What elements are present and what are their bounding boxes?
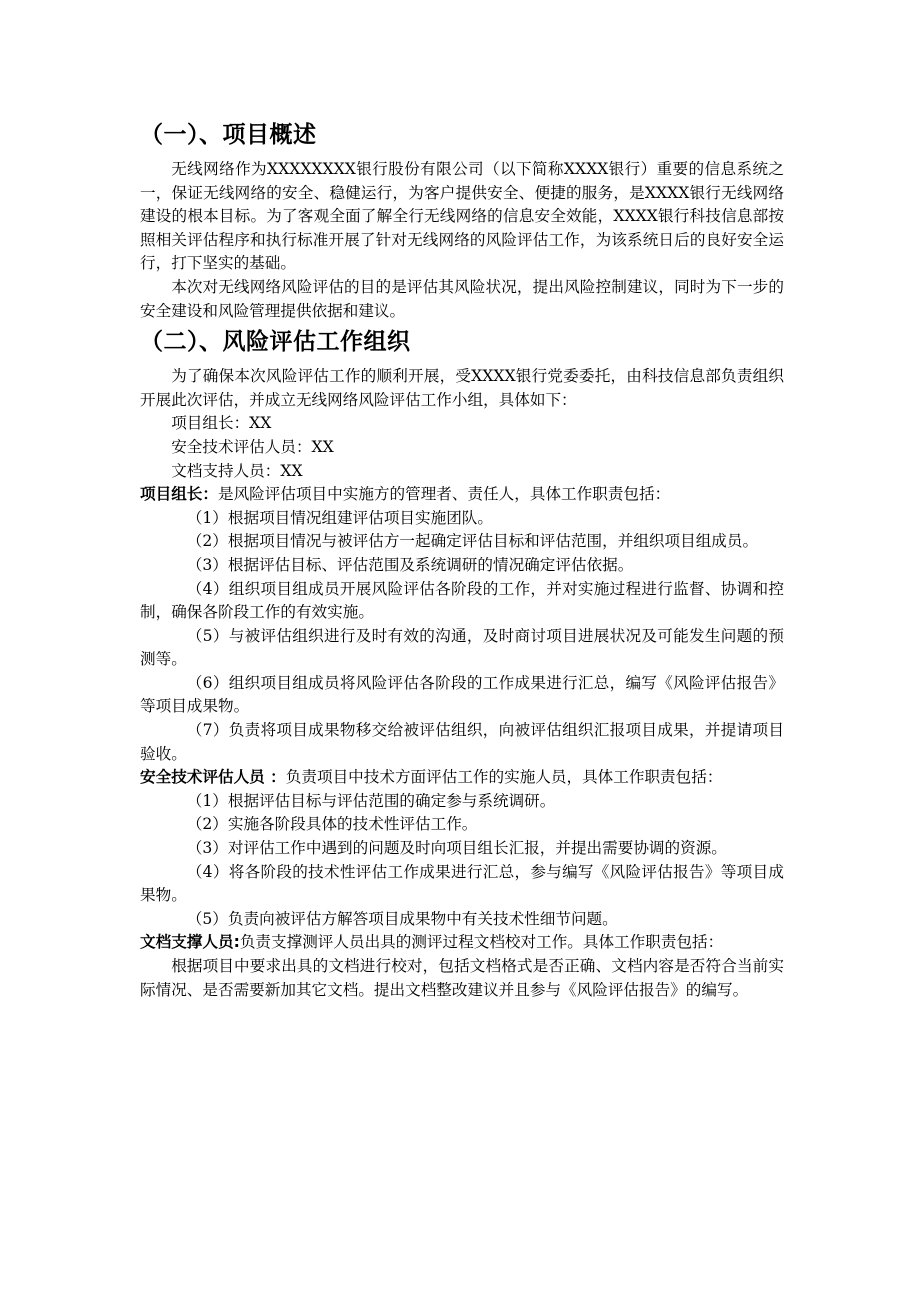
leader-duty-2: （2）根据项目情况与被评估方一起确定评估目标和评估范围，并组织项目组成员。 — [186, 532, 759, 551]
leader-duty-1: （1）根据项目情况组建评估项目实施团队。 — [186, 508, 493, 527]
section1-heading: （一）、项目概述 — [140, 122, 317, 148]
leader-duty-5: （5）与被评估组织进行及时有效的沟通，及时商讨项目进展状况及可能发生问题的预测等。 — [140, 626, 784, 669]
member-leader: 项目组长：XX — [171, 414, 272, 433]
section2-heading: （二）、风险评估工作组织 — [140, 329, 411, 356]
member-docs: 文档支持人员：XX — [171, 461, 303, 480]
docs-duty-body: 根据项目中要求出具的文档进行校对，包括文档格式是否正确、文档内容是否符合当前实际情况、是否需要新加其它文档。提出文档整改建议并且参与《风险评估报告》的编写。 — [140, 957, 784, 999]
leader-duty-7: （7）负责将项目成果物移交给被评估组织，向被评估组织汇报项目成果，并提请项目验收。 — [140, 721, 784, 763]
leader-role-label: 项目组长： — [140, 485, 218, 504]
document-page — [140, 118, 784, 1002]
docs-role-desc: 负责支撑测评人员出具的测评过程文档校对工作。具体工作职责包括： — [239, 933, 724, 952]
leader-duty-6: （6）组织项目组成员将风险评估各阶段的工作成果进行汇总，编写《风险评估报告》等项目成果物。 — [140, 673, 784, 716]
tech-duty-5: （5）负责向被评估方解答项目成果物中有关技术性细节问题。 — [186, 909, 618, 928]
tech-duty-1: （1）根据评估目标与评估范围的确定参与系统调研。 — [186, 791, 556, 810]
leader-duty-4: （4）组织项目组成员开展风险评估各阶段的工作，并对实施过程进行监督、协调和控制，确保各阶段工作的有效实施。 — [140, 579, 784, 622]
docs-role — [140, 931, 784, 955]
tech-role-desc: 负责项目中技术方面评估工作的实施人员，具体工作职责包括： — [285, 768, 723, 787]
tech-duty-3: （3）对评估工作中遇到的问题及时向项目组长汇报，并提出需要协调的资源。 — [186, 839, 727, 858]
docs-role-label: 文档支撑人员: — [140, 933, 240, 952]
tech-duty-4: （4）将各阶段的技术性评估工作成果进行汇总，参与编写《风险评估报告》等项目成果物。 — [140, 862, 784, 905]
tech-role-label: 安全技术评估人员 ： — [140, 768, 286, 787]
leader-role — [140, 483, 784, 507]
tech-role — [140, 766, 784, 790]
section1-paragraph-1: 无线网络作为XXXXXXXX银行股份有限公司（以下简称XXXX银行）重要的信息系统之一，保证无线网络的安全、稳健运行，为客户提供安全、便捷的服务，是XXXX银行无线网络建设的根本目标。为了客观全面了解全行无线网络的信息安全效能，XXXX银行科技信息部按照相关评估程序和执行标准开展了针对无线网络的风险评估工作，为该系统日后的良好安全运行，打下坚实的基础。 — [140, 160, 784, 273]
tech-duty-2: （2）实施各阶段具体的技术性评估工作。 — [186, 815, 478, 834]
leader-role-desc: 是风险评估项目中实施方的管理者、责任人，具体工作职责包括： — [217, 485, 671, 504]
section1-paragraph-2: 本次对无线网络风险评估的目的是评估其风险状况，提出风险控制建议，同时为下一步的安全建设和风险管理提供依据和建议。 — [140, 277, 784, 320]
leader-duty-3: （3）根据评估目标、评估范围及系统调研的情况确定评估依据。 — [186, 555, 634, 574]
member-tech: 安全技术评估人员：XX — [171, 437, 334, 456]
section2-intro: 为了确保本次风险评估工作的顺利开展，受XXXX银行党委委托，由科技信息部负责组织开展此次评估，并成立无线网络风险评估工作小组，具体如下： — [140, 367, 784, 409]
